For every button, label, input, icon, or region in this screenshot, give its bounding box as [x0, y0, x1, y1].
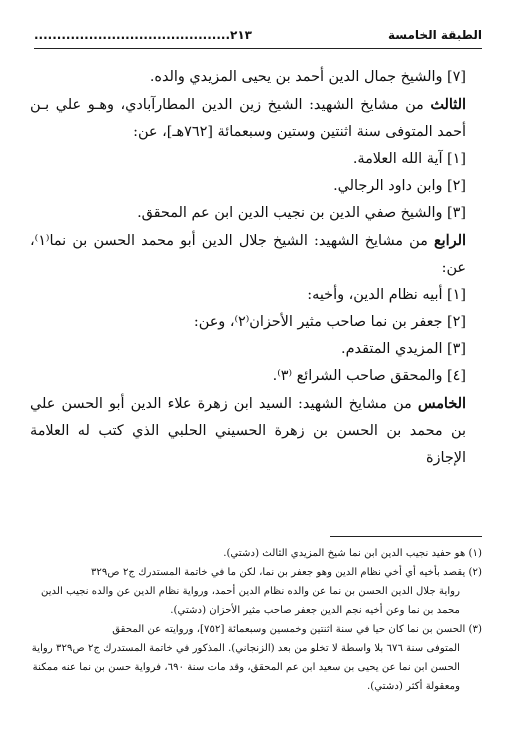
header-rule: [34, 48, 482, 49]
footnote: (٣) الحسن بن نما كان حيا في سنة اثنتين وخمسين وسبعمائة [٧٥٢]، وروايته عن المحقق: [112, 624, 482, 635]
paragraph-text: من مشايخ الشهيد: السيد ابن زهرة علاء الدين أبو الحسن علي بن محمد بن الحسن بن زهرة الحسيني الحلبي الذي كتب له العلامة الإجازة: [30, 396, 466, 466]
footnote-continuation: رواية جلال الدين الحسن بن نما عن والده نظام الدين أحمد، ورواية نظام الدين عن والده نجيب الدين محمد بن نما وعن أخيه نجم الدين جعفر صاحب مثير الأحزان (دشتي).: [40, 586, 460, 616]
page-number: ٢١٣...........................................: [34, 28, 253, 42]
paragraph: [٣] والشيخ صفي الدين بن نجيب الدين ابن عم المحقق.: [137, 205, 466, 221]
paragraph-text: من مشايخ الشهيد: الشيخ زين الدين المطارآبادي، وهـو علي بـن أحمد المتوفى سنة اثنتين وستين وسبعمائة [٧٦٢هـ]، عن:: [30, 97, 466, 140]
ordinal-keyword: الخامس: [417, 395, 466, 412]
paragraph: [30, 91, 484, 146]
paragraph: [١] آية الله العلامة.: [352, 151, 466, 167]
footnote: (٢) يقصد بأخيه أي أخي نظام الدين وهو جعفر بن نما، لكن ما في خاتمة المستدرك ج٢ ص٣٢٩: [90, 567, 482, 578]
footnotes: [30, 544, 482, 696]
paragraph: [30, 227, 484, 282]
ordinal-keyword: الثالث: [430, 96, 466, 113]
paragraph: [٤] والمحقق صاحب الشرائع ⁽٣⁾.: [272, 368, 466, 384]
paragraph-text: من مشايخ الشهيد: الشيخ جلال الدين أبو محمد الحسن بن نما⁽١⁾، عن:: [30, 233, 466, 276]
footnote-continuation: المتوفى سنة ٦٧٦ بلا واسطة لا تخلو من بعد (الزنجاني). المذكور في خاتمة المستدرك ج٢ ص٣٢٩ رواية الحسن ابن نما عن يحيى بن سعيد ابن عم المحقق، وقد مات سنة ٦٩٠، فرواية حسن بن نما عنه ممكنة ومعقولة أكثر (دشتي).: [31, 643, 460, 692]
footnote-separator: [330, 536, 482, 537]
paragraph: [٣] المزيدي المتقدم.: [341, 341, 466, 357]
page-header: [34, 28, 482, 42]
footnote: (١) هو حفيد نجيب الدين ابن نما شيخ المزيدي الثالث (دشتي).: [223, 548, 482, 559]
main-text: [30, 64, 484, 472]
paragraph: [٧] والشيخ جمال الدين أحمد بن يحيى المزيدي والده.: [149, 69, 466, 85]
ordinal-keyword: الرابع: [434, 232, 466, 249]
running-title: الطبقة الخامسة: [388, 28, 482, 42]
paragraph: [٢] وابن داود الرجالي.: [333, 178, 466, 194]
paragraph: [30, 390, 484, 472]
paragraph: [٢] جعفر بن نما صاحب مثير الأحزان⁽٢⁾، وعن:: [193, 314, 466, 330]
paragraph: [١] أبيه نظام الدين، وأخيه:: [307, 287, 466, 303]
